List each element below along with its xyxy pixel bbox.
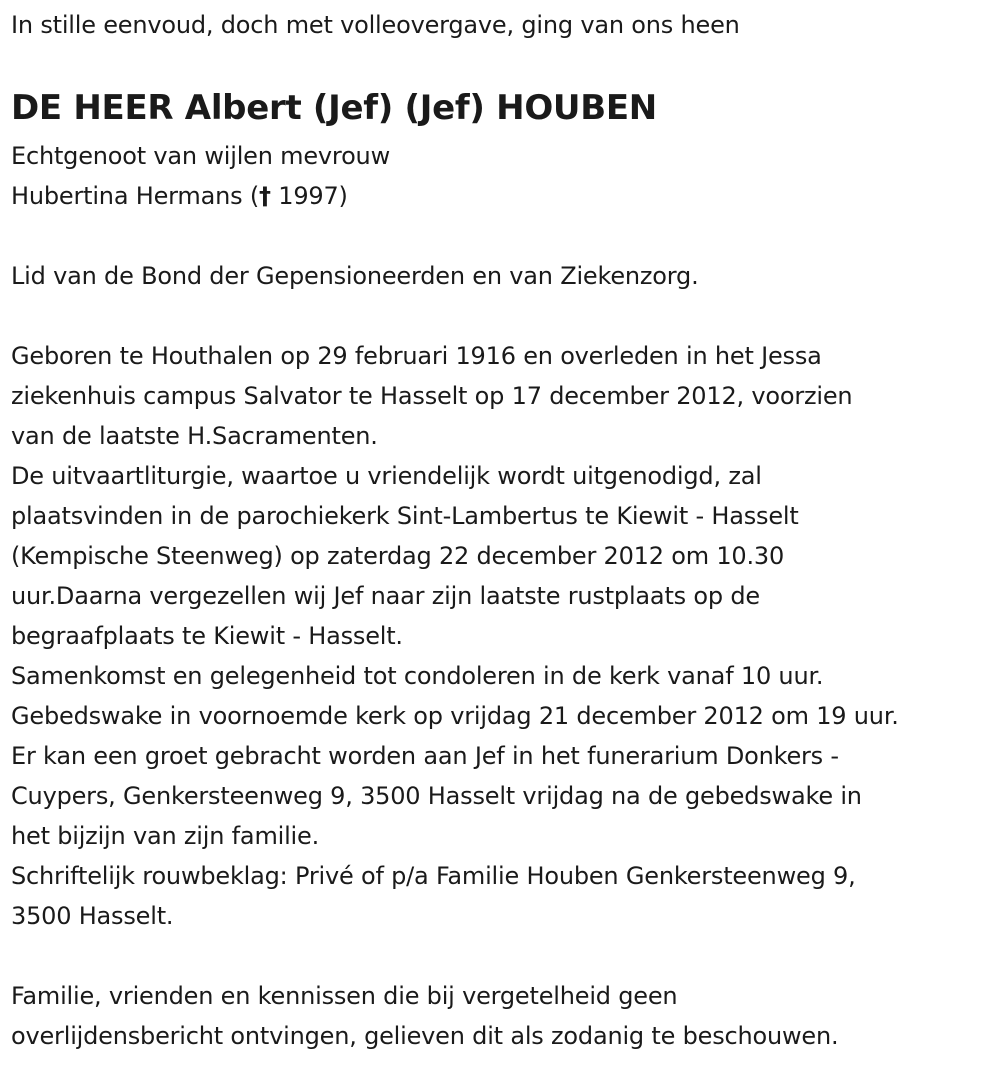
closing-line: Familie, vrienden en kennissen die bij vergetelheid geen [11, 982, 678, 1010]
body-line: Geboren te Houthalen op 29 februari 1916 en overleden in het Jessa [11, 342, 822, 370]
closing-line: overlijdensbericht ontvingen, gelieven dit als zodanig te beschouwen. [11, 1022, 839, 1050]
obituary-notice [11, 6, 996, 1056]
membership-text: Lid van de Bond der Gepensioneerden en van Ziekenzorg. [11, 262, 699, 290]
spacer [11, 296, 996, 336]
body-line: Cuypers, Genkersteenweg 9, 3500 Hasselt vrijdag na de gebedswake in [11, 782, 862, 810]
spouse-name: Hubertina Hermans ( [11, 182, 260, 210]
body-line: plaatsvinden in de parochiekerk Sint-Lambertus te Kiewit - Hasselt [11, 502, 799, 530]
spouse-death-year: 1997) [270, 182, 348, 210]
intro-text: In stille eenvoud, doch met volleovergave, ging van ons heen [11, 11, 740, 39]
body-line: begraafplaats te Kiewit - Hasselt. [11, 622, 403, 650]
spouse-line-2 [11, 176, 996, 216]
body-line: ziekenhuis campus Salvator te Hasselt op 17 december 2012, voorzien [11, 382, 853, 410]
body-paragraph [11, 336, 996, 936]
body-line: De uitvaartliturgie, waartoe u vriendelijk wordt uitgenodigd, zal [11, 462, 762, 490]
deceased-name: DE HEER Albert (Jef) (Jef) HOUBEN [11, 88, 657, 128]
body-line: het bijzijn van zijn familie. [11, 822, 320, 850]
body-line: Gebedswake in voornoemde kerk op vrijdag 21 december 2012 om 19 uur. [11, 702, 899, 730]
closing-paragraph [11, 976, 996, 1056]
cross-icon: † [259, 182, 271, 210]
spacer [11, 936, 996, 976]
body-line: 3500 Hasselt. [11, 902, 174, 930]
body-line: van de laatste H.Sacramenten. [11, 422, 378, 450]
body-line: Schriftelijk rouwbeklag: Privé of p/a Familie Houben Genkersteenweg 9, [11, 862, 856, 890]
body-line: (Kempische Steenweg) op zaterdag 22 december 2012 om 10.30 [11, 542, 785, 570]
body-line: uur.Daarna vergezellen wij Jef naar zijn laatste rustplaats op de [11, 582, 760, 610]
spacer [11, 216, 996, 256]
body-line: Samenkomst en gelegenheid tot condoleren in de kerk vanaf 10 uur. [11, 662, 824, 690]
spouse-line-1: Echtgenoot van wijlen mevrouw [11, 142, 390, 170]
body-line: Er kan een groet gebracht worden aan Jef in het funerarium Donkers - [11, 742, 839, 770]
